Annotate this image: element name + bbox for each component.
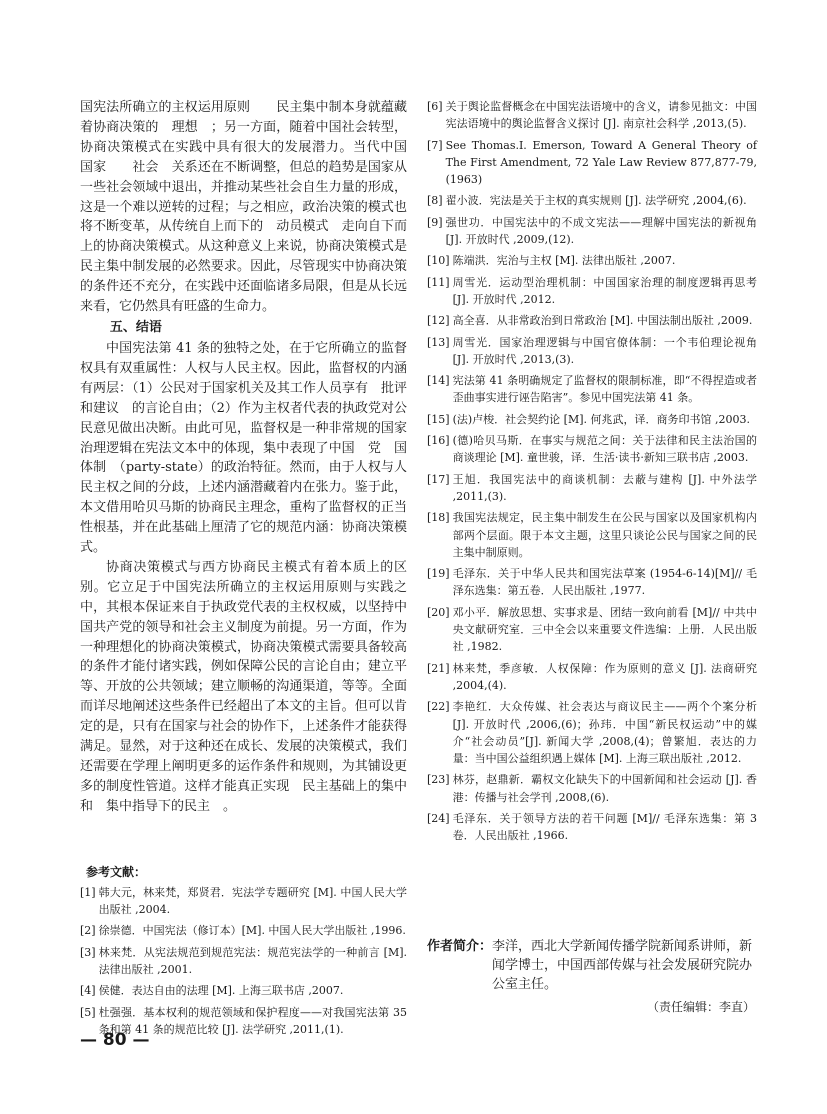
reference-text: 侯健．表达自由的法理 [M]. 上海三联书店 ,2007. bbox=[98, 984, 344, 998]
reference-item bbox=[427, 565, 757, 600]
reference-text: 宪法第 41 条明确规定了监督权的限制标准，即“不得捏造或者歪曲事实进行诬告陷害”。参见中国宪法第 41 条。 bbox=[452, 374, 757, 405]
reference-text: 林芬，赵鼎新．霸权文化缺失下的中国新闻和社会运动 [J]. 香港：传播与社会学刊 ,2008,(6). bbox=[452, 773, 757, 804]
author-bio-label: 作者简介： bbox=[427, 939, 493, 954]
reference-item bbox=[427, 411, 757, 428]
reference-number: [24] bbox=[427, 811, 450, 825]
body-paragraphs-after bbox=[80, 339, 421, 817]
reference-number: [18] bbox=[427, 511, 450, 525]
reference-text: (法)卢梭．社会契约论 [M]. 何兆武，译．商务印书馆 ,2003. bbox=[452, 412, 750, 426]
reference-text: 毛泽东．关于领导方法的若干问题 [M]// 毛泽东选集：第 3 卷．人民出版社 ,1966. bbox=[452, 811, 757, 843]
references-list-right bbox=[427, 98, 757, 845]
reference-number: [5] bbox=[80, 1005, 96, 1019]
reference-text: 陈端洪．宪治与主权 [M]. 法律出版社 ,2007. bbox=[452, 254, 676, 268]
reference-item bbox=[427, 432, 757, 467]
reference-number: [16] bbox=[427, 434, 450, 448]
reference-number: [9] bbox=[427, 215, 443, 229]
reference-text: 高全喜．从非常政治到日常政治 [M]. 中国法制出版社 ,2009. bbox=[452, 314, 753, 328]
reference-text: 周雪光．国家治理逻辑与中国官僚体制：一个韦伯理论视角 [J]. 开放时代 ,2013,(3). bbox=[452, 335, 757, 366]
reference-number: [22] bbox=[427, 700, 450, 714]
reference-item bbox=[427, 771, 757, 806]
reference-number: [17] bbox=[427, 472, 450, 486]
reference-number: [19] bbox=[427, 567, 450, 581]
reference-item bbox=[427, 698, 757, 767]
reference-number: [2] bbox=[80, 924, 96, 938]
reference-number: [23] bbox=[427, 773, 450, 787]
reference-item bbox=[427, 192, 757, 209]
reference-text: 杜强强．基本权利的规范领域和保护程度——对我国宪法第 35 条和第 41 条的规范比较 [J]. 法学研究 ,2011,(1). bbox=[98, 1005, 407, 1036]
reference-item bbox=[427, 604, 757, 656]
reference-number: [8] bbox=[427, 194, 443, 208]
references-list-left bbox=[80, 884, 407, 1038]
reference-number: [7] bbox=[427, 138, 443, 152]
reference-item bbox=[427, 471, 757, 506]
reference-item bbox=[427, 509, 757, 561]
reference-item bbox=[427, 274, 757, 309]
reference-number: [15] bbox=[427, 412, 450, 426]
editor-note: （责任编辑：李直） bbox=[646, 1000, 755, 1014]
reference-text: 李艳红．大众传媒、社会表达与商议民主——两个个案分析 [J]. 开放时代 ,2006,(6)；孙玮．中国“新民权运动”中的媒介“社会动员”[J]. 新闻大学 ,2008,(4)；曾繁旭．表达的力量：当中国公益组织遇上媒体 [M]. 上海三联出版社 ,2012. bbox=[452, 700, 757, 766]
page-number: — 80 — bbox=[80, 1030, 150, 1050]
reference-number: [14] bbox=[427, 374, 450, 388]
reference-item bbox=[80, 944, 407, 979]
reference-number: [11] bbox=[427, 275, 450, 289]
author-bio-text: 李洋，西北大学新闻传播学院新闻系讲师，新闻学博士，中国西部传媒与社会发展研究院办公室主任。 bbox=[492, 939, 753, 992]
reference-number: [12] bbox=[427, 314, 450, 328]
reference-number: [4] bbox=[80, 984, 96, 998]
reference-item bbox=[427, 98, 757, 133]
body-paragraphs-before bbox=[80, 98, 421, 317]
reference-text: (德)哈贝马斯．在事实与规范之间：关于法律和民主法治国的商谈理论 [M]. 童世骏，译．生活·读书·新知三联书店 ,2003. bbox=[452, 434, 757, 465]
reference-number: [21] bbox=[427, 661, 450, 675]
reference-number: [3] bbox=[80, 945, 96, 959]
reference-number: [6] bbox=[427, 100, 443, 113]
section-title-conclusion: 五、结语 bbox=[109, 319, 162, 335]
reference-text: 翟小波．宪法是关于主权的真实规则 [J]. 法学研究 ,2004,(6). bbox=[445, 194, 747, 208]
reference-item bbox=[427, 137, 757, 189]
reference-text: 王旭．我国宪法中的商谈机制：去蔽与建构 [J]. 中外法学 ,2011,(3). bbox=[452, 472, 757, 503]
reference-text: See Thomas.I. Emerson, Toward A General Theory of The First Amendment, 72 Yale Law Review 877,877-79,(1963) bbox=[445, 138, 757, 187]
references-heading: 参考文献： bbox=[86, 864, 147, 879]
right-column bbox=[427, 98, 757, 849]
reference-item bbox=[427, 660, 757, 695]
reference-text: 毛泽东．关于中华人民共和国宪法草案 (1954-6-14)[M]// 毛泽东选集：第五卷．人民出版社 ,1977. bbox=[452, 567, 757, 598]
reference-item bbox=[427, 810, 757, 845]
reference-number: [20] bbox=[427, 605, 450, 619]
reference-number: [10] bbox=[427, 254, 450, 268]
reference-number: [1] bbox=[80, 885, 96, 899]
reference-number: [13] bbox=[427, 335, 450, 349]
reference-item bbox=[427, 252, 757, 269]
reference-item bbox=[427, 334, 757, 369]
reference-item bbox=[427, 312, 757, 329]
reference-text: 林来梵，季彦敏．人权保障：作为原则的意义 [J]. 法商研究 ,2004,(4). bbox=[452, 661, 757, 692]
reference-text: 强世功．中国宪法中的不成文宪法——理解中国宪法的新视角 [J]. 开放时代 ,2009,(12). bbox=[445, 215, 757, 247]
body-paragraph: 中国宪法第 41 条的独特之处，在于它所确立的监督权具有双重属性：人权与人民主权。因此，监督权的内涵有两层：（1）公民对于国家机关及其工作人员享有 批评和建议 的言论自由；（2）作为主权者代表的执政党对公民意见做出决断。由此可见，监督权是一种非常规的国家治理逻辑在宪法文本中的体现，集中表现了中国 党 国体制 （party-state）的政治特征。然而，由于人权与人民主权之间的分歧，上述内涵潜藏着内在张力。鉴于此，本文借用哈贝马斯的协商民主理念，重构了监督权的正当性根基，并在此基础上厘清了它的规范内涵：协商决策模式。 bbox=[80, 340, 407, 556]
body-paragraph: 协商决策模式与西方协商民主模式有着本质上的区别。它立足于中国宪法所确立的主权运用原则与实践之中，其根本保证来自于执政党代表的主权权威，以坚持中国共产党的领导和社会主义制度为前提。另一方面，作为一种理想化的协商决策模式，协商决策模式需要具备较高的条件才能付诸实践，例如保障公民的言论自由；建立平等、开放的公共领域；建立顺畅的沟通渠道，等等。全面而详尽地阐述这些条件已经超出了本文的主旨。但可以肯定的是，只有在国家与社会的协作下，上述条件才能获得满足。显然，对于这种还在成长、发展的决策模式，我们还需要在学理上阐明更多的运作条件和规则，为其铺设更多的制度性管道。这样才能真正实现 民主基础上的集中 和 集中指导下的民主 。 bbox=[80, 559, 421, 814]
reference-text: 周雪光．运动型治理机制：中国国家治理的制度逻辑再思考 [J]. 开放时代 ,2012. bbox=[452, 275, 757, 306]
reference-item bbox=[80, 884, 407, 919]
left-column bbox=[80, 98, 421, 1042]
reference-item bbox=[80, 982, 407, 999]
author-bio bbox=[427, 937, 757, 994]
reference-text: 我国宪法规定，民主集中制发生在公民与国家以及国家机构内部两个层面。限于本文主题，这里只谈论公民与国家之间的民主集中制原则。 bbox=[452, 511, 757, 559]
reference-item bbox=[427, 214, 757, 249]
reference-item bbox=[427, 372, 757, 407]
reference-text: 林来梵．从宪法规范到规范宪法：规范宪法学的一种前言 [M]. 法律出版社 ,2001. bbox=[98, 945, 407, 976]
body-paragraph: 国宪法所确立的主权运用原则 民主集中制本身就蕴藏着协商决策的 理想 ；另一方面，随着中国社会转型，协商决策模式在实践中具有很大的发展潜力。当代中国 国家 社会 关系还在不断调整，但总的趋势是国家从一些社会领域中退出，并推动某些社会自生力量的形成，这是一个难以逆转的过程；与之相应，政治决策的模式也将不断变革，从传统自上而下的 动员模式 走向自下而上的协商决策模式。从这种意义上来说，协商决策模式是民主集中制发展的必然要求。因此，尽管现实中协商决策的条件还不充分，在实践中还面临诸多局限，但是从长远来看，它仍然具有旺盛的生命力。 bbox=[80, 100, 421, 315]
reference-text: 关于舆论监督概念在中国宪法语境中的含义，请参见拙文：中国宪法语境中的舆论监督含义探讨 [J]. 南京社会科学 ,2013,(5). bbox=[445, 100, 757, 131]
reference-text: 邓小平．解放思想、实事求是、团结一致向前看 [M]// 中共中央文献研究室．三中全会以来重要文件选编：上册．人民出版社 ,1982. bbox=[452, 605, 757, 654]
reference-text: 韩大元，林来梵，郑贤君．宪法学专题研究 [M]. 中国人民大学出版社 ,2004. bbox=[98, 885, 407, 917]
reference-text: 徐崇德．中国宪法（修订本）[M]. 中国人民大学出版社 ,1996. bbox=[98, 924, 406, 938]
reference-item bbox=[80, 922, 407, 939]
